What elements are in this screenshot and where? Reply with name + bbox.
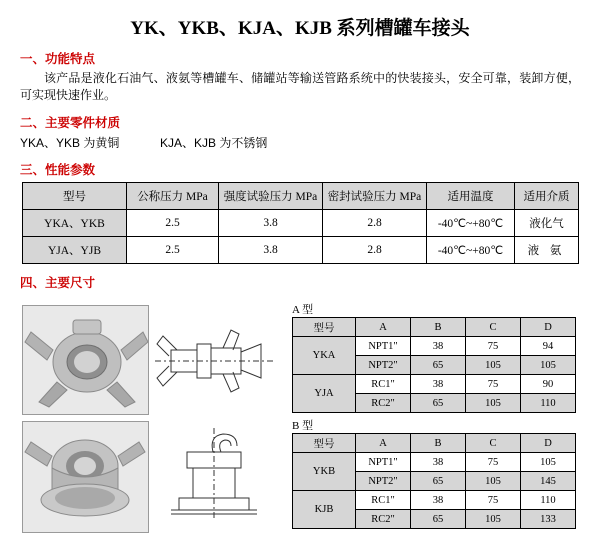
dim-a-r1-d: 105 — [521, 356, 576, 375]
dim-b-r1-c: 105 — [466, 472, 521, 491]
dim-a-col-c: C — [466, 318, 521, 337]
table-row — [293, 375, 576, 394]
perf-r0-seal: 2.8 — [323, 210, 427, 237]
table-header-row — [23, 183, 579, 210]
dim-b-r0-c: 75 — [466, 453, 521, 472]
dim-b-r2-c: 75 — [466, 491, 521, 510]
table-row — [23, 210, 579, 237]
section-heading-performance: 三、性能参数 — [20, 163, 96, 177]
dim-b-col-model: 型号 — [293, 434, 356, 453]
dim-b-r2-b: 38 — [411, 491, 466, 510]
dimensions-area — [0, 299, 600, 549]
type-b-label: B 型 — [292, 420, 314, 432]
dimension-table-a — [292, 317, 576, 413]
perf-r1-strength: 3.8 — [219, 237, 323, 264]
dimension-table-b — [292, 433, 576, 529]
perf-r0-nominal: 2.5 — [127, 210, 219, 237]
dim-b-r3-c: 105 — [466, 510, 521, 529]
coupling-drawing-a — [152, 305, 279, 415]
perf-r1-seal: 2.8 — [323, 237, 427, 264]
perf-r0-temp: -40℃~+80℃ — [427, 210, 515, 237]
dim-b-r0-model: YKB — [293, 453, 356, 491]
dim-a-r3-b: 65 — [411, 394, 466, 413]
performance-table — [22, 182, 579, 264]
dim-a-r2-b: 38 — [411, 375, 466, 394]
perf-col-nominal-pressure: 公称压力 MPa — [127, 183, 219, 210]
dim-a-col-d: D — [521, 318, 576, 337]
coupling-photo-a — [22, 305, 149, 415]
dim-a-r3-c: 105 — [466, 394, 521, 413]
dim-a-r1-c: 105 — [466, 356, 521, 375]
dim-b-r1-d: 145 — [521, 472, 576, 491]
perf-col-strength-test: 强度试验压力 MPa — [219, 183, 323, 210]
dim-a-r1-a: NPT2" — [356, 356, 411, 375]
table-row — [293, 491, 576, 510]
dim-b-r2-d: 110 — [521, 491, 576, 510]
dim-b-r0-a: NPT1" — [356, 453, 411, 472]
dim-b-col-c: C — [466, 434, 521, 453]
table-row — [23, 237, 579, 264]
dim-a-r2-c: 75 — [466, 375, 521, 394]
dim-b-r2-a: RC1" — [356, 491, 411, 510]
perf-r0-strength: 3.8 — [219, 210, 323, 237]
page-title: YK、YKB、KJA、KJB 系列槽罐车接头 — [130, 18, 470, 39]
perf-r0-medium: 液化气 — [515, 210, 579, 237]
dim-b-col-a: A — [356, 434, 411, 453]
dim-a-r3-a: RC2" — [356, 394, 411, 413]
material-line-right: KJA、KJB 为不锈钢 — [160, 136, 268, 150]
table-row — [293, 453, 576, 472]
dim-a-r0-model: YKA — [293, 337, 356, 375]
perf-r1-temp: -40℃~+80℃ — [427, 237, 515, 264]
dim-b-col-b: B — [411, 434, 466, 453]
dim-a-r2-a: RC1" — [356, 375, 411, 394]
dim-b-r2-model: KJB — [293, 491, 356, 529]
dim-a-r0-c: 75 — [466, 337, 521, 356]
dim-a-r3-d: 110 — [521, 394, 576, 413]
dim-a-col-model: 型号 — [293, 318, 356, 337]
perf-col-seal-test: 密封试验压力 MPa — [323, 183, 427, 210]
section-heading-features: 一、功能特点 — [20, 52, 96, 66]
perf-r1-nominal: 2.5 — [127, 237, 219, 264]
section-heading-material: 二、主要零件材质 — [20, 116, 121, 130]
dim-b-col-d: D — [521, 434, 576, 453]
dim-a-col-a: A — [356, 318, 411, 337]
table-header-row — [293, 318, 576, 337]
dim-b-r1-a: NPT2" — [356, 472, 411, 491]
dim-a-r0-d: 94 — [521, 337, 576, 356]
dim-a-r2-model: YJA — [293, 375, 356, 413]
table-header-row — [293, 434, 576, 453]
dim-a-r1-b: 65 — [411, 356, 466, 375]
table-row — [293, 337, 576, 356]
dim-b-r3-b: 65 — [411, 510, 466, 529]
section-heading-dimensions: 四、主要尺寸 — [20, 276, 96, 290]
perf-col-medium: 适用介质 — [515, 183, 579, 210]
dim-a-r0-b: 38 — [411, 337, 466, 356]
dim-b-r3-a: RC2" — [356, 510, 411, 529]
perf-r0-model: YKA、YKB — [23, 210, 127, 237]
dim-a-r2-d: 90 — [521, 375, 576, 394]
dim-a-col-b: B — [411, 318, 466, 337]
material-lines — [20, 134, 600, 151]
features-text: 该产品是液化石油气、液氨等槽罐车、储罐站等输送管路系统中的快装接头，安全可靠，装卸方便，可实现快速作业。 — [20, 71, 580, 102]
type-a-label: A 型 — [292, 304, 314, 316]
dim-b-r0-b: 38 — [411, 453, 466, 472]
dim-b-r0-d: 105 — [521, 453, 576, 472]
flange-drawing-b — [152, 421, 279, 533]
material-line-left: YKA、YKB 为黄铜 — [20, 136, 120, 150]
perf-col-model: 型号 — [23, 183, 127, 210]
perf-col-temperature: 适用温度 — [427, 183, 515, 210]
perf-r1-medium: 液 氨 — [515, 237, 579, 264]
dim-b-r1-b: 65 — [411, 472, 466, 491]
flange-photo-b — [22, 421, 149, 533]
dim-b-r3-d: 133 — [521, 510, 576, 529]
perf-r1-model: YJA、YJB — [23, 237, 127, 264]
dim-a-r0-a: NPT1" — [356, 337, 411, 356]
